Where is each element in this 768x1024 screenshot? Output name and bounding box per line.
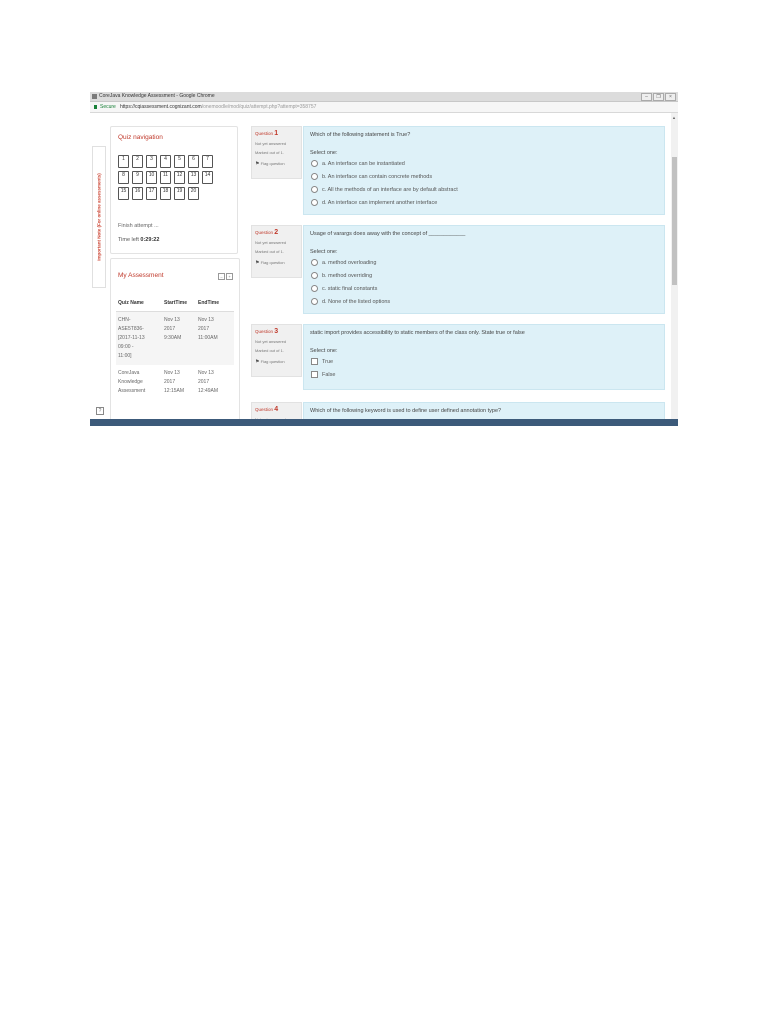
flag-question-link[interactable] [252,353,301,369]
close-icon[interactable]: × [665,93,676,101]
hide-block-icon[interactable]: + [226,273,233,280]
quiz-nav-button-5[interactable]: 5 [174,155,185,168]
option-label: False [322,371,336,378]
lock-icon [94,105,97,109]
cell-line: 2017 [164,379,176,385]
quiz-nav-button-7[interactable]: 7 [202,155,213,168]
option-label: a. An interface can be instantiated [322,160,405,167]
screenshot-window [90,92,678,426]
important-note-tab[interactable] [92,146,106,288]
scroll-up-arrow-icon[interactable]: ▲ [672,115,676,120]
cell-line: 2017 [164,326,176,332]
quiz-nav-button-2[interactable]: 2 [132,155,143,168]
question-label: Question [255,131,274,136]
window-titlebar [90,92,678,102]
start-time-cell [164,369,198,396]
finish-attempt-link[interactable]: Finish attempt ... [118,223,159,229]
maximize-icon[interactable]: ❐ [653,93,664,101]
cell-line: Nov 13 [164,370,180,376]
question-3 [251,324,667,390]
question-number-value: 1 [274,130,279,137]
cell-line: 12:49AM [198,388,219,394]
quiz-navigation-title: Quiz navigation [118,134,163,141]
question-number [252,127,301,137]
cell-line: CHN- [118,317,131,323]
time-left [118,237,159,243]
table-row [116,312,234,365]
quiz-navigation-block [110,126,238,254]
question-text: Which of the following keyword is used to define user defined annotation type? [310,408,502,414]
option-label: c. All the methods of an interface are by default abstract [322,186,458,193]
question-info [251,324,302,377]
question-1 [251,126,667,216]
time-left-value: 0:29:22 [140,237,160,243]
select-one-label: Select one: [310,348,338,354]
question-content [303,126,665,215]
question-content [303,225,665,314]
radio-button[interactable] [311,298,318,305]
end-time-cell [198,369,234,396]
url-host: https://cqiassessment.cognizant.com [120,104,202,110]
question-number [252,226,301,236]
help-icon[interactable]: ? [96,407,104,415]
column-start-time: StartTime [164,299,187,306]
radio-button[interactable] [311,160,318,167]
option-label: c. static final constants [322,285,378,292]
url-text[interactable] [120,102,316,112]
quiz-nav-button-19[interactable]: 19 [174,187,185,200]
url-path: /onemoodle/mod/quiz/attempt.php?attempt=358757 [201,104,317,110]
question-label: Question [255,407,274,412]
quiz-nav-button-16[interactable]: 16 [132,187,143,200]
answer-option-c[interactable] [311,285,377,292]
answer-option-b[interactable] [311,272,372,279]
my-assessment-block [110,258,240,426]
question-2 [251,225,667,315]
cell-line: ASE5T836- [118,326,144,332]
radio-button[interactable] [311,285,318,292]
quiz-nav-button-6[interactable]: 6 [188,155,199,168]
flag-question-link[interactable] [252,254,301,270]
time-left-label: Time left [118,237,139,243]
question-text: Usage of varargs does away with the concept of ____________ [310,231,466,237]
table-row [116,365,234,400]
question-content [303,324,665,390]
question-status: Not yet answered [255,141,287,146]
question-info [251,225,302,278]
quiz-nav-button-1[interactable]: 1 [118,155,129,168]
column-quiz-name: Quiz Name [118,299,144,306]
radio-button[interactable] [311,259,318,266]
assessment-table [116,295,234,400]
quiz-name-cell [116,369,164,396]
option-label: b. method overriding [322,272,373,279]
cell-line: Nov 13 [198,317,214,323]
select-one-label: Select one: [310,150,338,156]
window-title: CoreJava Knowledge Assessment - Google Chrome [99,93,215,99]
answer-option-c[interactable] [311,186,458,193]
quiz-nav-button-10[interactable]: 10 [146,171,157,184]
radio-button[interactable] [311,199,318,206]
cell-line: Nov 13 [164,317,180,323]
quiz-nav-button-15[interactable]: 15 [118,187,129,200]
taskbar [90,419,678,426]
question-number-value: 3 [274,328,279,335]
question-marks: Marked out of 1. [255,249,284,254]
flag-question-label: Flag question [260,260,285,265]
option-label: d. An interface can implement another interface [322,199,438,206]
window-controls [641,93,676,100]
cell-line: 09:00 - [118,344,134,350]
question-number [252,325,301,335]
question-label: Question [255,230,274,235]
column-end-time: EndTime [198,299,220,306]
quiz-nav-button-9[interactable]: 9 [132,171,143,184]
block-controls [218,273,233,280]
quiz-nav-button-11[interactable]: 11 [160,171,171,184]
radio-button[interactable] [311,272,318,279]
radio-button[interactable] [311,186,318,193]
quiz-nav-button-17[interactable]: 17 [146,187,157,200]
question-label: Question [255,329,274,334]
question-text: static import provides accessibility to static members of the class only. State true or false [310,330,525,336]
dock-icon[interactable]: – [218,273,225,280]
checkbox[interactable] [311,358,318,365]
address-bar[interactable] [90,102,678,113]
question-status: Not yet answered [255,339,287,344]
option-label: d. None of the listed options [322,298,391,305]
question-number-value: 4 [274,406,279,413]
radio-button[interactable] [311,173,318,180]
answer-option-d[interactable] [311,199,437,206]
cell-line: 2017 [198,379,210,385]
answer-option-a[interactable] [311,259,376,266]
answer-option-a[interactable] [311,160,405,167]
start-time-cell [164,316,198,361]
question-number-value: 2 [274,229,279,236]
question-number [252,403,301,413]
checkbox[interactable] [311,371,318,378]
question-status: Not yet answered [255,240,287,245]
my-assessment-title: My Assessment [118,272,164,279]
secure-label: Secure [100,104,116,110]
question-text: Which of the following statement is True? [310,132,411,138]
important-note-label: Important Note (For online assessments) [96,173,102,261]
page-favicon-icon [92,94,97,99]
quiz-nav-button-3[interactable]: 3 [146,155,157,168]
answer-option-b[interactable] [311,173,432,180]
quiz-navigation-grid [118,155,223,200]
quiz-nav-button-20[interactable]: 20 [188,187,199,200]
cell-line: [2017-11-13 [118,335,145,341]
scrollbar-thumb[interactable] [672,157,677,285]
end-time-cell [198,316,234,361]
cell-line: Knowledge [118,379,143,385]
option-label: a. method overloading [322,259,377,266]
question-marks: Marked out of 1. [255,150,284,155]
answer-option-d[interactable] [311,298,390,305]
cell-line: 11:00AM [198,335,218,341]
quiz-nav-button-4[interactable]: 4 [160,155,171,168]
quiz-nav-button-18[interactable]: 18 [160,187,171,200]
select-one-label: Select one: [310,249,338,255]
quiz-nav-button-14[interactable]: 14 [202,171,213,184]
flag-icon: ⚑ [255,359,260,365]
question-info [251,126,302,179]
cell-line: Assessment [118,388,146,394]
cell-line: 2017 [198,326,210,332]
quiz-nav-button-12[interactable]: 12 [174,171,185,184]
quiz-nav-button-8[interactable]: 8 [118,171,129,184]
cell-line: 9:30AM [164,335,182,341]
option-label: True [322,358,334,365]
cell-line: CoreJava [118,370,140,376]
cell-line: 11:00] [118,353,132,359]
flag-question-link[interactable] [252,155,301,171]
quiz-name-cell [116,316,164,361]
flag-question-label: Flag question [260,161,285,166]
option-label: b. An interface can contain concrete methods [322,173,433,180]
cell-line: Nov 13 [198,370,214,376]
question-marks: Marked out of 1. [255,348,284,353]
flag-icon: ⚑ [255,260,260,266]
answer-option-false[interactable] [311,371,335,378]
flag-question-label: Flag question [260,359,285,364]
answer-option-true[interactable] [311,358,333,365]
minimize-icon[interactable]: – [641,93,652,101]
assessment-table-header [116,295,234,312]
quiz-nav-button-13[interactable]: 13 [188,171,199,184]
cell-line: 12:15AM [164,388,185,394]
page-scrollbar[interactable] [671,113,678,426]
flag-icon: ⚑ [255,161,260,167]
